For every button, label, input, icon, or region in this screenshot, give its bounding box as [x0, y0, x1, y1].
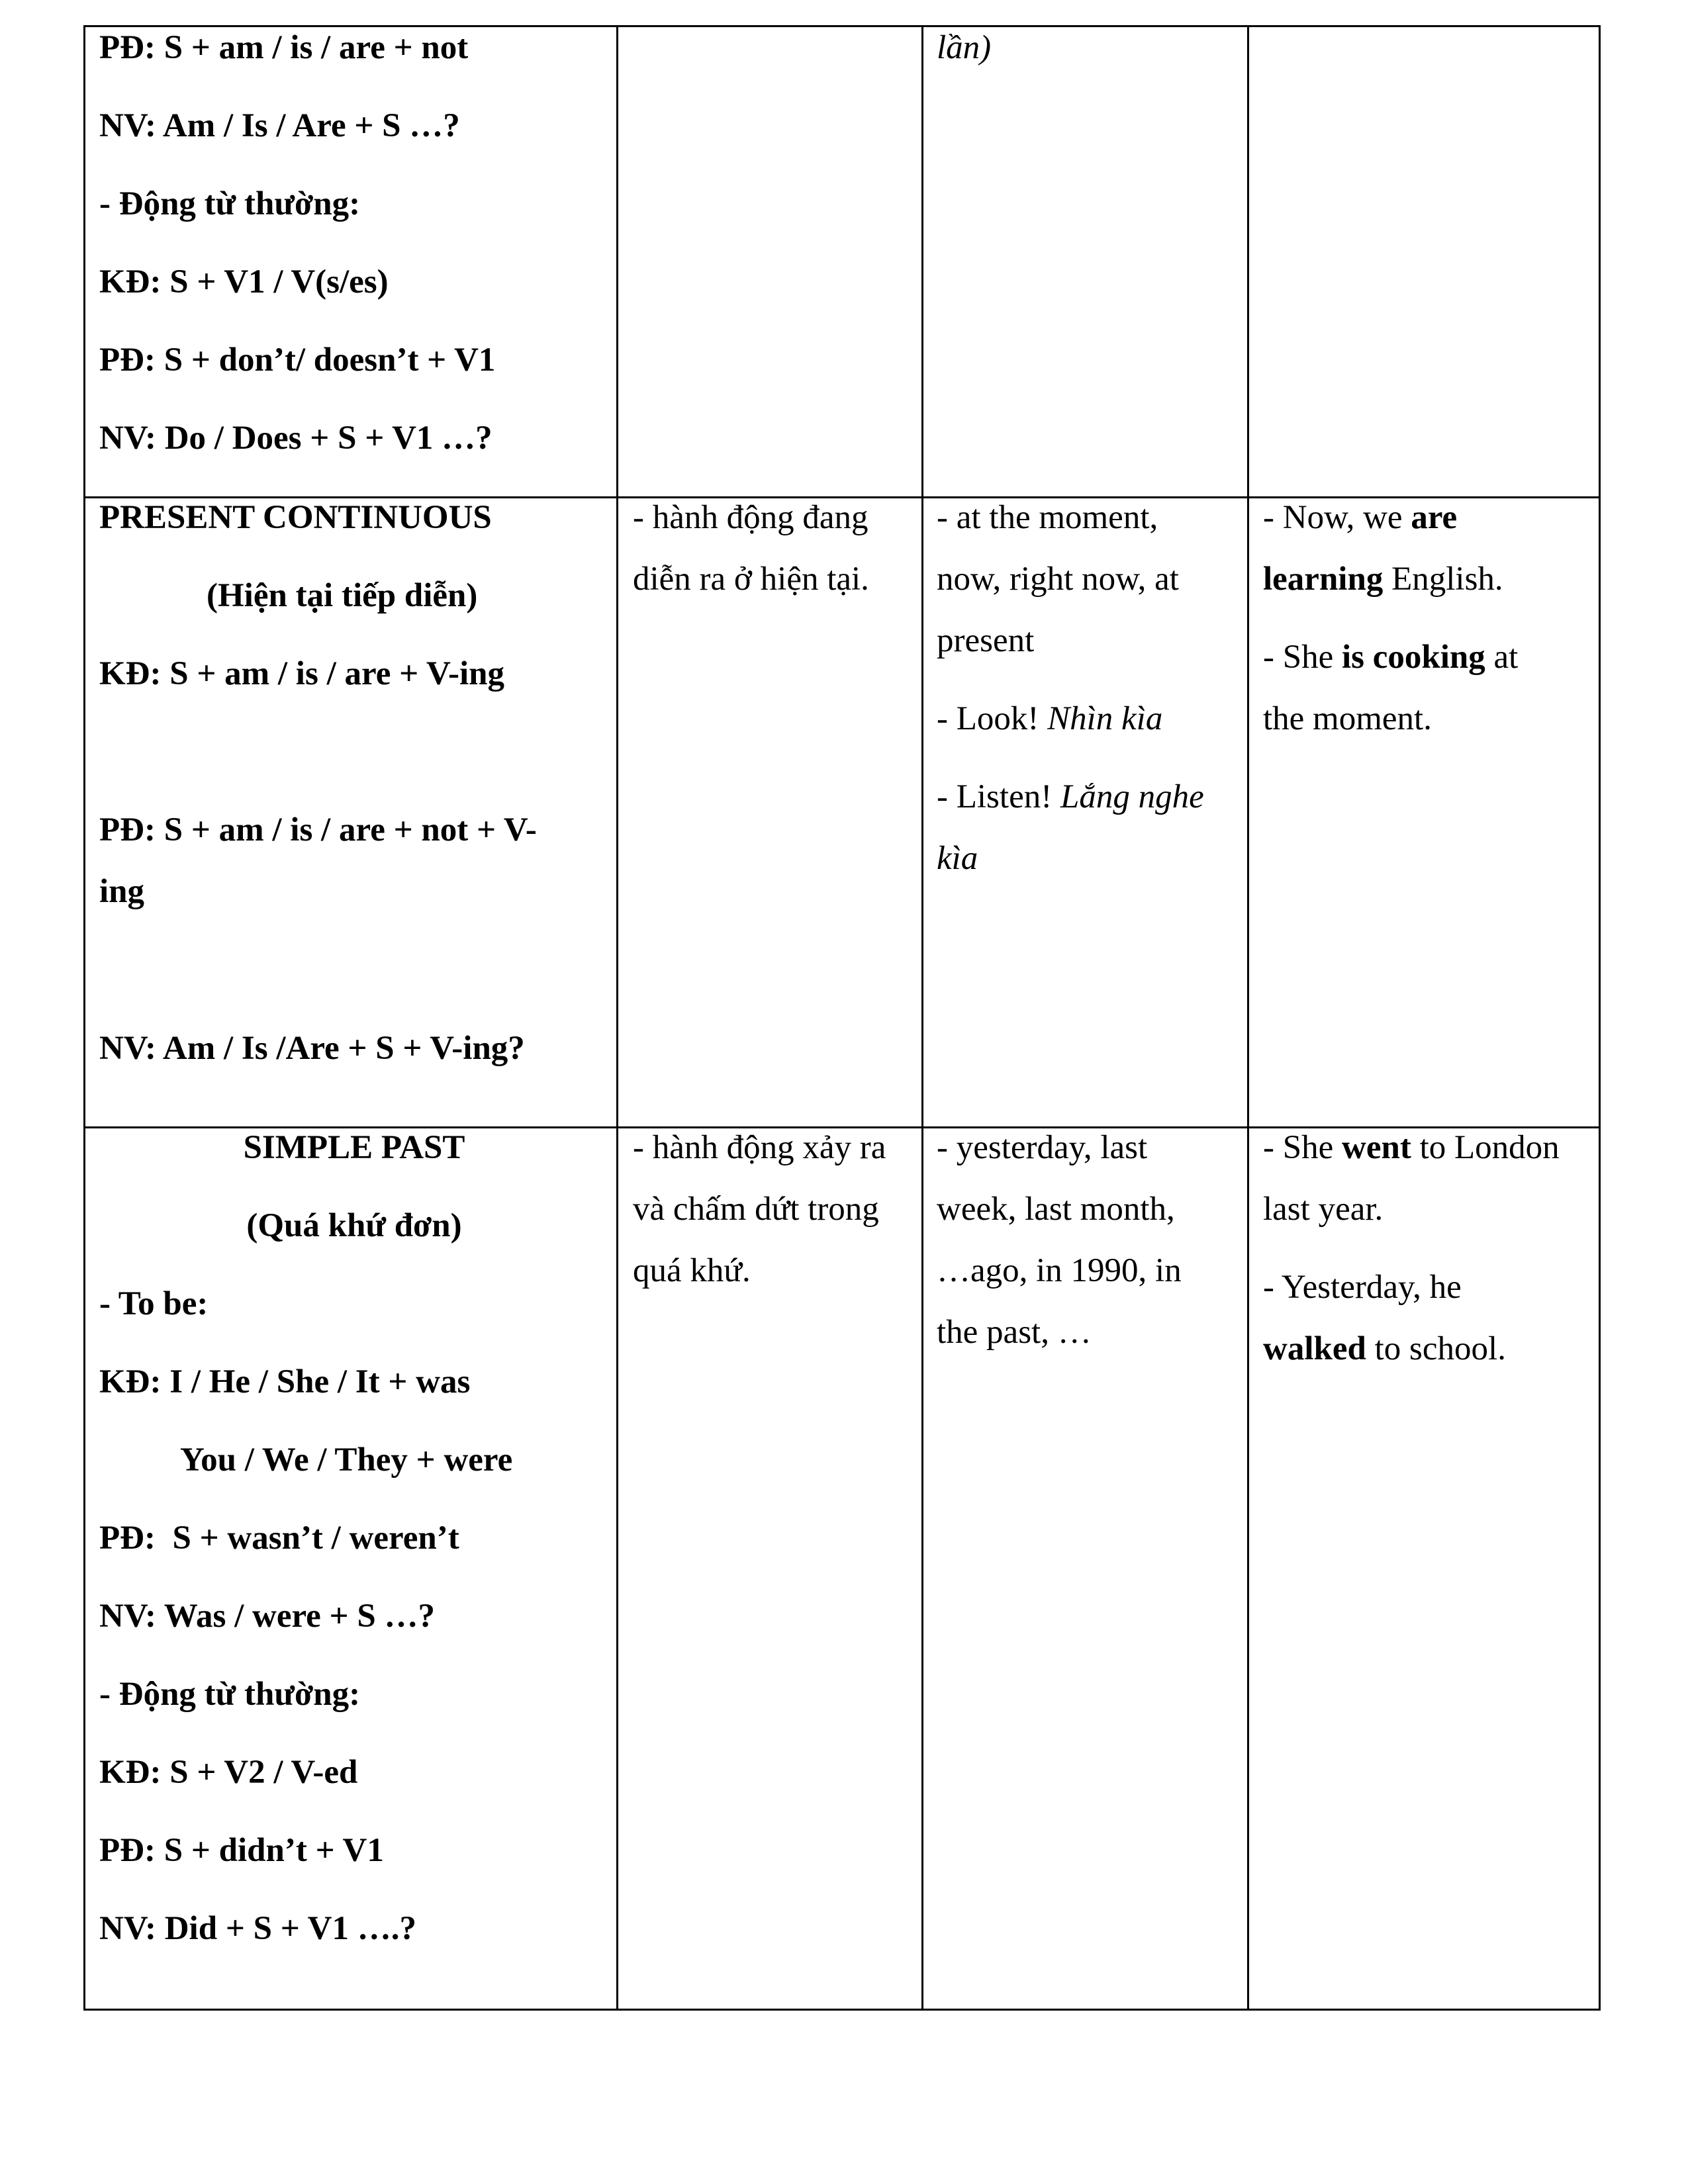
row1-structure-cell: [99, 25, 609, 496]
table-border-bottom: [83, 2009, 1601, 2011]
table-border-right: [1599, 25, 1601, 2011]
negative-form: PĐ: S + am / is / are + not + V-: [99, 811, 537, 848]
example-text: - She: [1263, 639, 1342, 676]
signal-words-line: now, right now, at: [937, 561, 1179, 598]
affirmative-form: KĐ: S + V2 / V-ed: [99, 1754, 358, 1791]
usage-line: diễn ra ở hiện tại.: [633, 561, 869, 598]
usage-line: và chấm dứt trong: [633, 1191, 879, 1228]
signal-word-translation: Nhìn kìa: [1047, 700, 1163, 737]
affirmative-form-continued: You / We / They + were: [180, 1441, 513, 1479]
example-sentence-continued: [1263, 560, 1503, 598]
example-verb: went: [1341, 1129, 1411, 1166]
affirmative-form: KĐ: I / He / She / It + was: [99, 1363, 471, 1400]
grammar-table: [83, 25, 1601, 2011]
example-text: - She: [1263, 1129, 1342, 1166]
row3-signal-words-cell: [937, 1128, 1241, 2009]
affirmative-form: KĐ: S + am / is / are + V-ing: [99, 655, 505, 692]
signal-words-line: …ago, in 1990, in: [937, 1252, 1182, 1289]
tense-title: SIMPLE PAST: [243, 1129, 465, 1166]
example-sentence-continued: the moment.: [1263, 700, 1432, 737]
signal-word-translation: Lắng nghe: [1060, 778, 1204, 815]
usage-line: quá khứ.: [633, 1252, 751, 1289]
usage-line: - hành động xảy ra: [633, 1129, 886, 1166]
negative-form: PĐ: S + wasn’t / weren’t: [99, 1520, 459, 1557]
row1-examples-cell: [1263, 25, 1594, 496]
table-border-left: [83, 25, 85, 2011]
usage-line: - hành động đang: [633, 499, 868, 536]
example-sentence-continued: last year.: [1263, 1191, 1383, 1228]
affirmative-form: KĐ: S + V1 / V(s/es): [99, 263, 389, 300]
signal-word-continuation: lần): [937, 29, 992, 66]
negative-form: PĐ: S + am / is / are + not: [99, 29, 469, 66]
signal-words-line: week, last month,: [937, 1191, 1175, 1228]
example-verb: learning: [1263, 561, 1383, 598]
example-text: to London: [1411, 1129, 1560, 1166]
negative-form: PĐ: S + didn’t + V1: [99, 1832, 384, 1869]
signal-word-text: - Listen!: [937, 778, 1060, 815]
regular-verb-heading: - Động từ thường:: [99, 1676, 361, 1713]
row3-examples-cell: [1263, 1128, 1594, 2009]
row3-structure-cell: [99, 1128, 609, 2009]
regular-verb-heading: - Động từ thường:: [99, 185, 361, 222]
negative-form: PĐ: S + don’t/ doesn’t + V1: [99, 341, 496, 379]
signal-word-translation-continued: kìa: [937, 840, 978, 877]
tense-subtitle: (Hiện tại tiếp diễn): [207, 577, 478, 614]
negative-form-continued: ing: [99, 873, 145, 910]
signal-word-look: [937, 700, 1162, 738]
row2-examples-cell: [1263, 498, 1594, 1126]
question-form: NV: Was / were + S …?: [99, 1598, 435, 1635]
example-sentence: [1263, 498, 1457, 537]
column-divider-3: [1247, 25, 1249, 2011]
question-form: NV: Did + S + V1 ….?: [99, 1910, 416, 1947]
tense-subtitle: (Quá khứ đơn): [246, 1207, 462, 1244]
example-verb: walked: [1263, 1330, 1366, 1367]
row2-usage-cell: [633, 498, 911, 1126]
row3-usage-cell: [633, 1128, 911, 2009]
question-form: NV: Am / Is /Are + S + V-ing?: [99, 1030, 525, 1067]
row1-usage-cell: [633, 25, 911, 496]
column-divider-2: [921, 25, 923, 2011]
signal-words-line: the past, …: [937, 1314, 1092, 1351]
example-sentence: [1263, 638, 1518, 676]
tense-title: PRESENT CONTINUOUS: [99, 499, 492, 536]
example-sentence-continued: [1263, 1330, 1506, 1368]
example-text: English.: [1383, 561, 1503, 598]
signal-words-line: present: [937, 622, 1035, 659]
example-verb: is cooking: [1341, 639, 1485, 676]
example-text: to school.: [1366, 1330, 1506, 1367]
row2-structure-cell: [99, 498, 609, 1126]
row1-signal-words-cell: [937, 25, 1241, 496]
example-sentence: - Yesterday, he: [1263, 1269, 1462, 1306]
row2-signal-words-cell: [937, 498, 1241, 1126]
signal-words-line: - yesterday, last: [937, 1129, 1148, 1166]
question-form: NV: Am / Is / Are + S …?: [99, 107, 460, 144]
example-verb: are: [1411, 499, 1458, 536]
column-divider-1: [616, 25, 618, 2011]
to-be-heading: - To be:: [99, 1285, 209, 1322]
example-text: at: [1485, 639, 1519, 676]
signal-words-line: - at the moment,: [937, 499, 1158, 536]
example-sentence: [1263, 1128, 1560, 1167]
signal-word-text: - Look!: [937, 700, 1048, 737]
example-text: - Now, we: [1263, 499, 1411, 536]
question-form: NV: Do / Does + S + V1 …?: [99, 420, 492, 457]
signal-word-listen: [937, 778, 1204, 816]
